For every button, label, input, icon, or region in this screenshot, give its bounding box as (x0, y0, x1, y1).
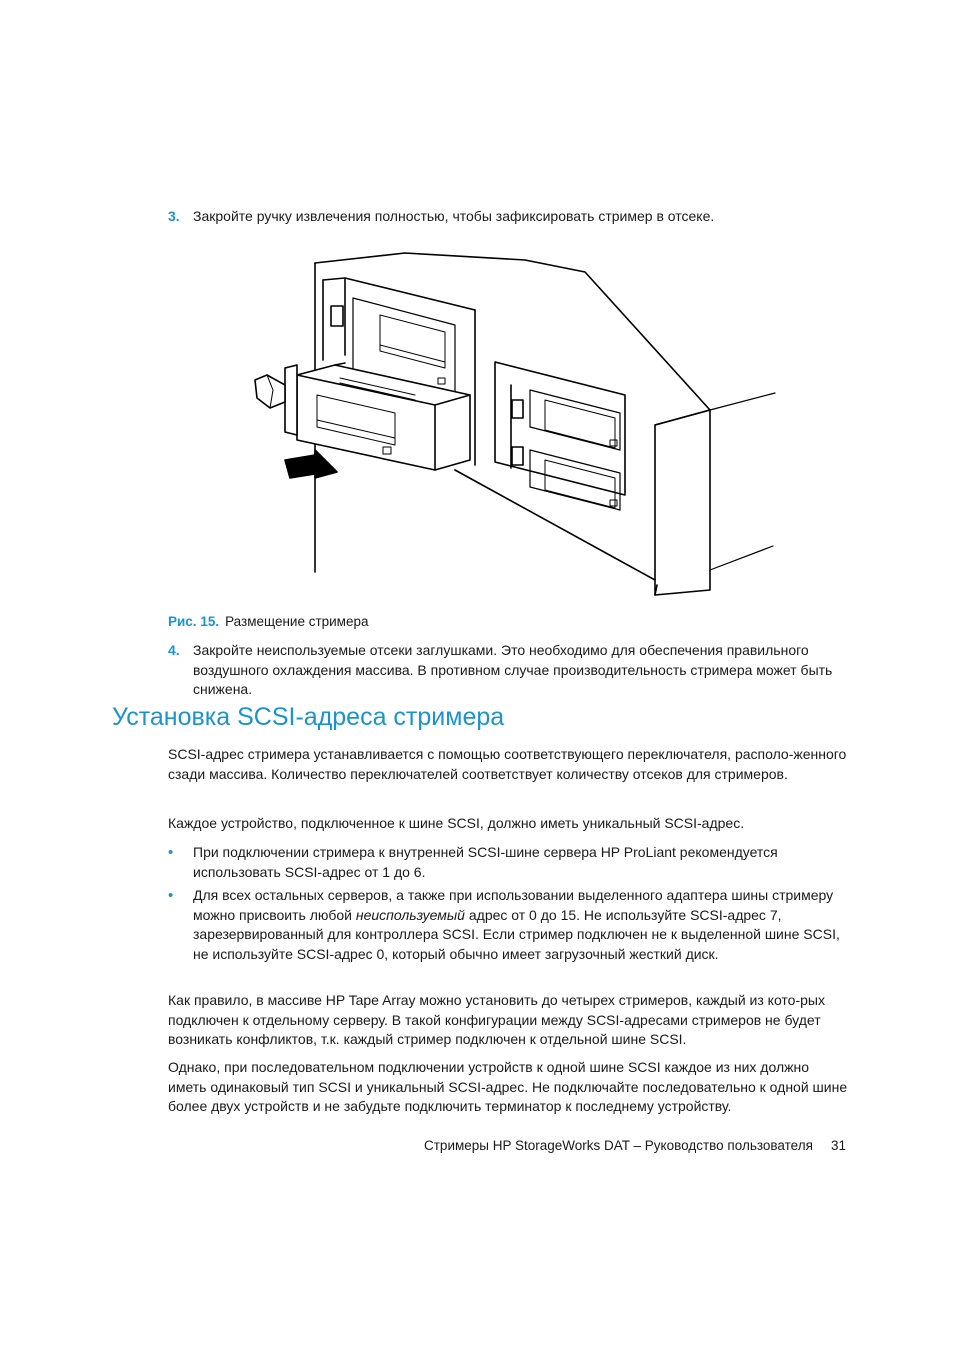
bullet-2-text (193, 886, 843, 964)
figure-tape-drive-placement (245, 250, 780, 602)
bullet-glyph: • (168, 844, 174, 861)
step-3-number: 3. (168, 208, 180, 224)
bullet-2-text-start: Для всех остальных серверов, а также при использовании выделенного адаптера шины стримеру можно присвоить любой (193, 887, 834, 923)
footer-title: Стримеры HP StorageWorks DAT – Руководство пользователя (424, 1138, 813, 1153)
paragraph-4: Однако, при последовательном подключении устройств к одной шине SCSI каждое из них должно иметь одинаковый тип SCSI и уникальный SCSI-адрес. Не подключайте последовательно к одной шине более двух устройств и не забудьте подключить терминатор к последнему устройству. (168, 1059, 848, 1114)
figure-caption (168, 614, 369, 629)
step-4-text: Закройте неиспользуемые отсеки заглушками. Это необходимо для обеспечения правильного воздушного охлаждения массива. В противном случае производительность стримера может быть снижена. (193, 642, 833, 697)
bullet-1-text: При подключении стримера к внутренней SCSI-шине сервера HP ProLiant рекомендуется использовать SCSI-адрес от 1 до 6. (193, 844, 778, 880)
page-number: 31 (830, 1138, 846, 1153)
step-3-text: Закройте ручку извлечения полностью, чтобы зафиксировать стример в отсеке. (193, 208, 715, 224)
paragraph-1: SCSI-адрес стримера устанавливается с помощью соответствующего переключателя, располо-женного сзади массива. Количество переключателей соответствует количеству отсеков для стримеров. (168, 746, 847, 782)
paragraph-3: Как правило, в массиве HP Tape Array можно установить до четырех стримеров, каждый из кото-рых подключен к отдельному серверу. В такой конфигурации между SCSI-адресами стримеров не будет возникать конфликтов, т.к. каждый стример подключен к отдельной шине SCSI. (168, 992, 825, 1047)
bullet-2-text-end: адрес от 0 до 15. Не используйте SCSI-адрес 7, зарезервированный для контроллера SCSI. Если стример подключен не к выделенной шине SCSI, не используйте SCSI-адрес 0, который обычно имеет загрузочный жесткий диск. (193, 906, 840, 962)
bullet-2-emphasis: неиспользуемый (355, 906, 465, 923)
section-heading: Установка SCSI-адреса стримера (112, 703, 505, 731)
figure-label: Рис. 15. (168, 614, 220, 629)
figure-caption-text: Размещение стримера (225, 614, 369, 629)
paragraph-2: Каждое устройство, подключенное к шине SCSI, должно иметь уникальный SCSI-адрес. (168, 815, 745, 831)
page-footer (424, 1138, 846, 1153)
bullet-glyph: • (168, 887, 174, 904)
step-4-number: 4. (168, 642, 180, 658)
